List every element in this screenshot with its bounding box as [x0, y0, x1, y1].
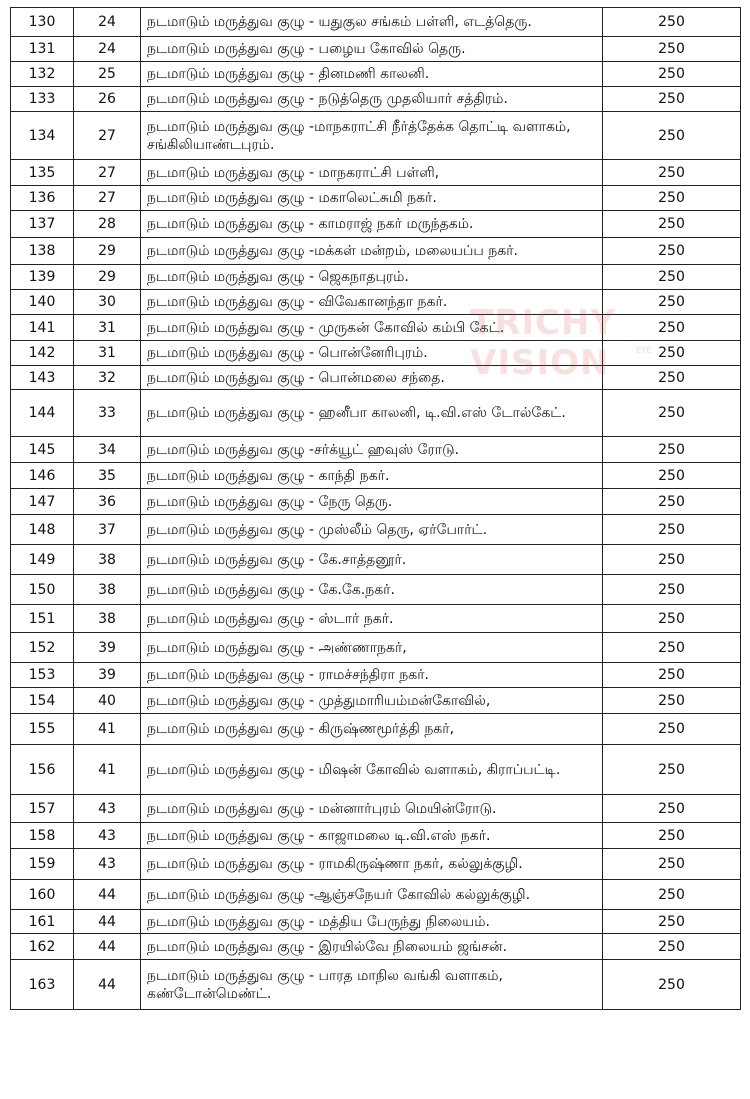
ward-number-cell: 26 [74, 87, 141, 112]
table-row [11, 515, 741, 545]
serial-number-cell: 145 [11, 437, 74, 463]
camp-count-cell: 250 [603, 714, 741, 745]
ward-number-cell: 31 [74, 341, 141, 366]
serial-number-cell: 136 [11, 186, 74, 211]
ward-number-cell: 44 [74, 910, 141, 934]
serial-number-cell: 152 [11, 633, 74, 663]
serial-number-cell: 158 [11, 823, 74, 849]
camp-location-cell: நடமாடும் மருத்துவ குழு - காந்தி நகர். [141, 463, 603, 489]
camp-location-cell: நடமாடும் மருத்துவ குழு - விவேகானந்தா நகர். [141, 290, 603, 315]
camp-count-cell: 250 [603, 688, 741, 714]
serial-number-cell: 151 [11, 605, 74, 633]
camp-count-cell: 250 [603, 290, 741, 315]
ward-number-cell: 24 [74, 37, 141, 62]
camp-location-cell: நடமாடும் மருத்துவ குழு - ஜெகநாதபுரம். [141, 265, 603, 290]
camp-count-cell: 250 [603, 545, 741, 575]
table-row [11, 823, 741, 849]
serial-number-cell: 160 [11, 880, 74, 910]
table-row [11, 880, 741, 910]
camp-location-cell: நடமாடும் மருத்துவ குழு - பழைய கோவில் தெரு. [141, 37, 603, 62]
ward-number-cell: 27 [74, 112, 141, 160]
ward-number-cell: 40 [74, 688, 141, 714]
camp-count-cell: 250 [603, 605, 741, 633]
serial-number-cell: 157 [11, 795, 74, 823]
camp-table-body [11, 8, 741, 1010]
serial-number-cell: 130 [11, 8, 74, 37]
camp-count-cell: 250 [603, 62, 741, 87]
camp-location-cell: நடமாடும் மருத்துவ குழு - கே.சாத்தனூர். [141, 545, 603, 575]
serial-number-cell: 154 [11, 688, 74, 714]
table-row [11, 489, 741, 515]
ward-number-cell: 44 [74, 880, 141, 910]
ward-number-cell: 24 [74, 8, 141, 37]
ward-number-cell: 43 [74, 823, 141, 849]
table-row [11, 238, 741, 265]
camp-count-cell: 250 [603, 437, 741, 463]
camp-count-cell: 250 [603, 515, 741, 545]
table-row [11, 663, 741, 688]
ward-number-cell: 34 [74, 437, 141, 463]
camp-table [10, 7, 741, 1010]
camp-location-cell: நடமாடும் மருத்துவ குழு - ராமச்சந்திரா நகர். [141, 663, 603, 688]
table-row [11, 8, 741, 37]
table-row [11, 437, 741, 463]
ward-number-cell: 28 [74, 211, 141, 238]
camp-location-cell: நடமாடும் மருத்துவ குழு - ஸ்டார் நகர். [141, 605, 603, 633]
serial-number-cell: 155 [11, 714, 74, 745]
camp-count-cell: 250 [603, 315, 741, 341]
watermark-logo: TRICHY VISION [470, 303, 617, 383]
serial-number-cell: 142 [11, 341, 74, 366]
camp-location-cell: நடமாடும் மருத்துவ குழு - தினமணி காலனி. [141, 62, 603, 87]
camp-location-cell: நடமாடும் மருத்துவ குழு - மகாலெட்சுமி நகர். [141, 186, 603, 211]
table-row [11, 714, 741, 745]
serial-number-cell: 149 [11, 545, 74, 575]
serial-number-cell: 134 [11, 112, 74, 160]
table-row [11, 745, 741, 795]
camp-location-cell: நடமாடும் மருத்துவ குழு -மக்கள் மன்றம், மலையப்ப நகர். [141, 238, 603, 265]
camp-count-cell: 250 [603, 633, 741, 663]
camp-count-cell: 250 [603, 745, 741, 795]
table-row [11, 112, 741, 160]
camp-count-cell: 250 [603, 160, 741, 186]
camp-location-cell: நடமாடும் மருத்துவ குழு -மாநகராட்சி நீர்த்தேக்க தொட்டி வளாகம், சங்கிலியாண்டபுரம். [141, 112, 603, 160]
table-row [11, 463, 741, 489]
camp-count-cell: 250 [603, 823, 741, 849]
table-row [11, 960, 741, 1010]
ward-number-cell: 35 [74, 463, 141, 489]
table-row [11, 290, 741, 315]
camp-location-cell: நடமாடும் மருத்துவ குழு -சர்க்யூட் ஹவுஸ் ரோடு. [141, 437, 603, 463]
table-row [11, 545, 741, 575]
ward-number-cell: 41 [74, 714, 141, 745]
camp-count-cell: 250 [603, 960, 741, 1010]
serial-number-cell: 131 [11, 37, 74, 62]
table-row [11, 795, 741, 823]
ward-number-cell: 41 [74, 745, 141, 795]
serial-number-cell: 147 [11, 489, 74, 515]
serial-number-cell: 150 [11, 575, 74, 605]
table-row [11, 341, 741, 366]
camp-count-cell: 250 [603, 8, 741, 37]
ward-number-cell: 37 [74, 515, 141, 545]
table-row [11, 62, 741, 87]
ward-number-cell: 43 [74, 795, 141, 823]
camp-location-cell: நடமாடும் மருத்துவ குழு - காஜாமலை டி.வி.எஸ் நகர். [141, 823, 603, 849]
camp-location-cell: நடமாடும் மருத்துவ குழு - முருகன் கோவில் கம்பி கேட். [141, 315, 603, 341]
table-row [11, 315, 741, 341]
camp-count-cell: 250 [603, 366, 741, 390]
ward-number-cell: 43 [74, 849, 141, 880]
table-row [11, 910, 741, 934]
ward-number-cell: 39 [74, 663, 141, 688]
ward-number-cell: 27 [74, 186, 141, 211]
camp-location-cell: நடமாடும் மருத்துவ குழு - முத்துமாரியம்மன்கோவில், [141, 688, 603, 714]
ward-number-cell: 39 [74, 633, 141, 663]
camp-location-cell: நடமாடும் மருத்துவ குழு - ஹனீபா காலனி, டி.வி.எஸ் டோல்கேட். [141, 390, 603, 437]
table-row [11, 390, 741, 437]
table-row [11, 934, 741, 960]
table-row [11, 575, 741, 605]
ward-number-cell: 32 [74, 366, 141, 390]
ward-number-cell: 38 [74, 575, 141, 605]
serial-number-cell: 143 [11, 366, 74, 390]
ward-number-cell: 29 [74, 265, 141, 290]
camp-count-cell: 250 [603, 795, 741, 823]
serial-number-cell: 133 [11, 87, 74, 112]
camp-location-cell: நடமாடும் மருத்துவ குழு - மத்திய பேருந்து நிலையம். [141, 910, 603, 934]
camp-count-cell: 250 [603, 37, 741, 62]
camp-count-cell: 250 [603, 463, 741, 489]
table-row [11, 633, 741, 663]
table-row [11, 366, 741, 390]
serial-number-cell: 141 [11, 315, 74, 341]
table-row [11, 87, 741, 112]
camp-location-cell: நடமாடும் மருத்துவ குழு - இரயில்வே நிலையம் ஜங்சன். [141, 934, 603, 960]
serial-number-cell: 153 [11, 663, 74, 688]
camp-location-cell: நடமாடும் மருத்துவ குழு - காமராஜ் நகர் மருந்தகம். [141, 211, 603, 238]
serial-number-cell: 135 [11, 160, 74, 186]
camp-count-cell: 250 [603, 910, 741, 934]
camp-table-container [10, 7, 740, 1010]
serial-number-cell: 146 [11, 463, 74, 489]
table-row [11, 849, 741, 880]
ward-number-cell: 36 [74, 489, 141, 515]
camp-count-cell: 250 [603, 341, 741, 366]
ward-number-cell: 44 [74, 934, 141, 960]
serial-number-cell: 156 [11, 745, 74, 795]
camp-count-cell: 250 [603, 663, 741, 688]
camp-count-cell: 250 [603, 87, 741, 112]
camp-location-cell: நடமாடும் மருத்துவ குழு - கிருஷ்ணமூர்த்தி நகர், [141, 714, 603, 745]
camp-count-cell: 250 [603, 112, 741, 160]
camp-location-cell: நடமாடும் மருத்துவ குழு - யதுகுல சங்கம் பள்ளி, எடத்தெரு. [141, 8, 603, 37]
camp-location-cell: நடமாடும் மருத்துவ குழு - நடுத்தெரு முதலியார் சத்திரம். [141, 87, 603, 112]
ward-number-cell: 27 [74, 160, 141, 186]
serial-number-cell: 148 [11, 515, 74, 545]
camp-location-cell: நடமாடும் மருத்துவ குழு - அண்ணாநகர், [141, 633, 603, 663]
camp-location-cell: நடமாடும் மருத்துவ குழு - பொன்னேரிபுரம். [141, 341, 603, 366]
table-row [11, 688, 741, 714]
camp-count-cell: 250 [603, 880, 741, 910]
serial-number-cell: 139 [11, 265, 74, 290]
camp-count-cell: 250 [603, 849, 741, 880]
camp-location-cell: நடமாடும் மருத்துவ குழு - கே.கே.நகர். [141, 575, 603, 605]
camp-location-cell: நடமாடும் மருத்துவ குழு - பாரத மாநில வங்கி வளாகம், கண்டோன்மெண்ட். [141, 960, 603, 1010]
ward-number-cell: 29 [74, 238, 141, 265]
camp-count-cell: 250 [603, 186, 741, 211]
table-row [11, 211, 741, 238]
table-row [11, 186, 741, 211]
camp-count-cell: 250 [603, 238, 741, 265]
serial-number-cell: 138 [11, 238, 74, 265]
table-row [11, 605, 741, 633]
camp-location-cell: நடமாடும் மருத்துவ குழு - பொன்மலை சந்தை. [141, 366, 603, 390]
camp-location-cell: நடமாடும் மருத்துவ குழு - முஸ்லீம் தெரு, ஏர்போர்ட். [141, 515, 603, 545]
camp-location-cell: நடமாடும் மருத்துவ குழு - மிஷன் கோவில் வளாகம், கிராப்பட்டி. [141, 745, 603, 795]
camp-location-cell: நடமாடும் மருத்துவ குழு - ராமகிருஷ்ணா நகர், கல்லுக்குழி. [141, 849, 603, 880]
camp-location-cell: நடமாடும் மருத்துவ குழு -ஆஞ்சநேயர் கோவில் கல்லுக்குழி. [141, 880, 603, 910]
camp-count-cell: 250 [603, 390, 741, 437]
serial-number-cell: 137 [11, 211, 74, 238]
table-row [11, 265, 741, 290]
serial-number-cell: 140 [11, 290, 74, 315]
ward-number-cell: 38 [74, 545, 141, 575]
serial-number-cell: 162 [11, 934, 74, 960]
table-row [11, 160, 741, 186]
ward-number-cell: 33 [74, 390, 141, 437]
camp-location-cell: நடமாடும் மருத்துவ குழு - மன்னார்புரம் மெயின்ரோடு. [141, 795, 603, 823]
serial-number-cell: 159 [11, 849, 74, 880]
ward-number-cell: 38 [74, 605, 141, 633]
serial-number-cell: 161 [11, 910, 74, 934]
camp-count-cell: 250 [603, 934, 741, 960]
camp-count-cell: 250 [603, 489, 741, 515]
camp-count-cell: 250 [603, 211, 741, 238]
camp-count-cell: 250 [603, 575, 741, 605]
ward-number-cell: 30 [74, 290, 141, 315]
ward-number-cell: 31 [74, 315, 141, 341]
serial-number-cell: 144 [11, 390, 74, 437]
camp-location-cell: நடமாடும் மருத்துவ குழு - நேரு தெரு. [141, 489, 603, 515]
watermark-subtext: EYE [636, 346, 651, 355]
serial-number-cell: 163 [11, 960, 74, 1010]
table-row [11, 37, 741, 62]
ward-number-cell: 44 [74, 960, 141, 1010]
camp-count-cell: 250 [603, 265, 741, 290]
ward-number-cell: 25 [74, 62, 141, 87]
camp-location-cell: நடமாடும் மருத்துவ குழு - மாநகராட்சி பள்ளி, [141, 160, 603, 186]
serial-number-cell: 132 [11, 62, 74, 87]
